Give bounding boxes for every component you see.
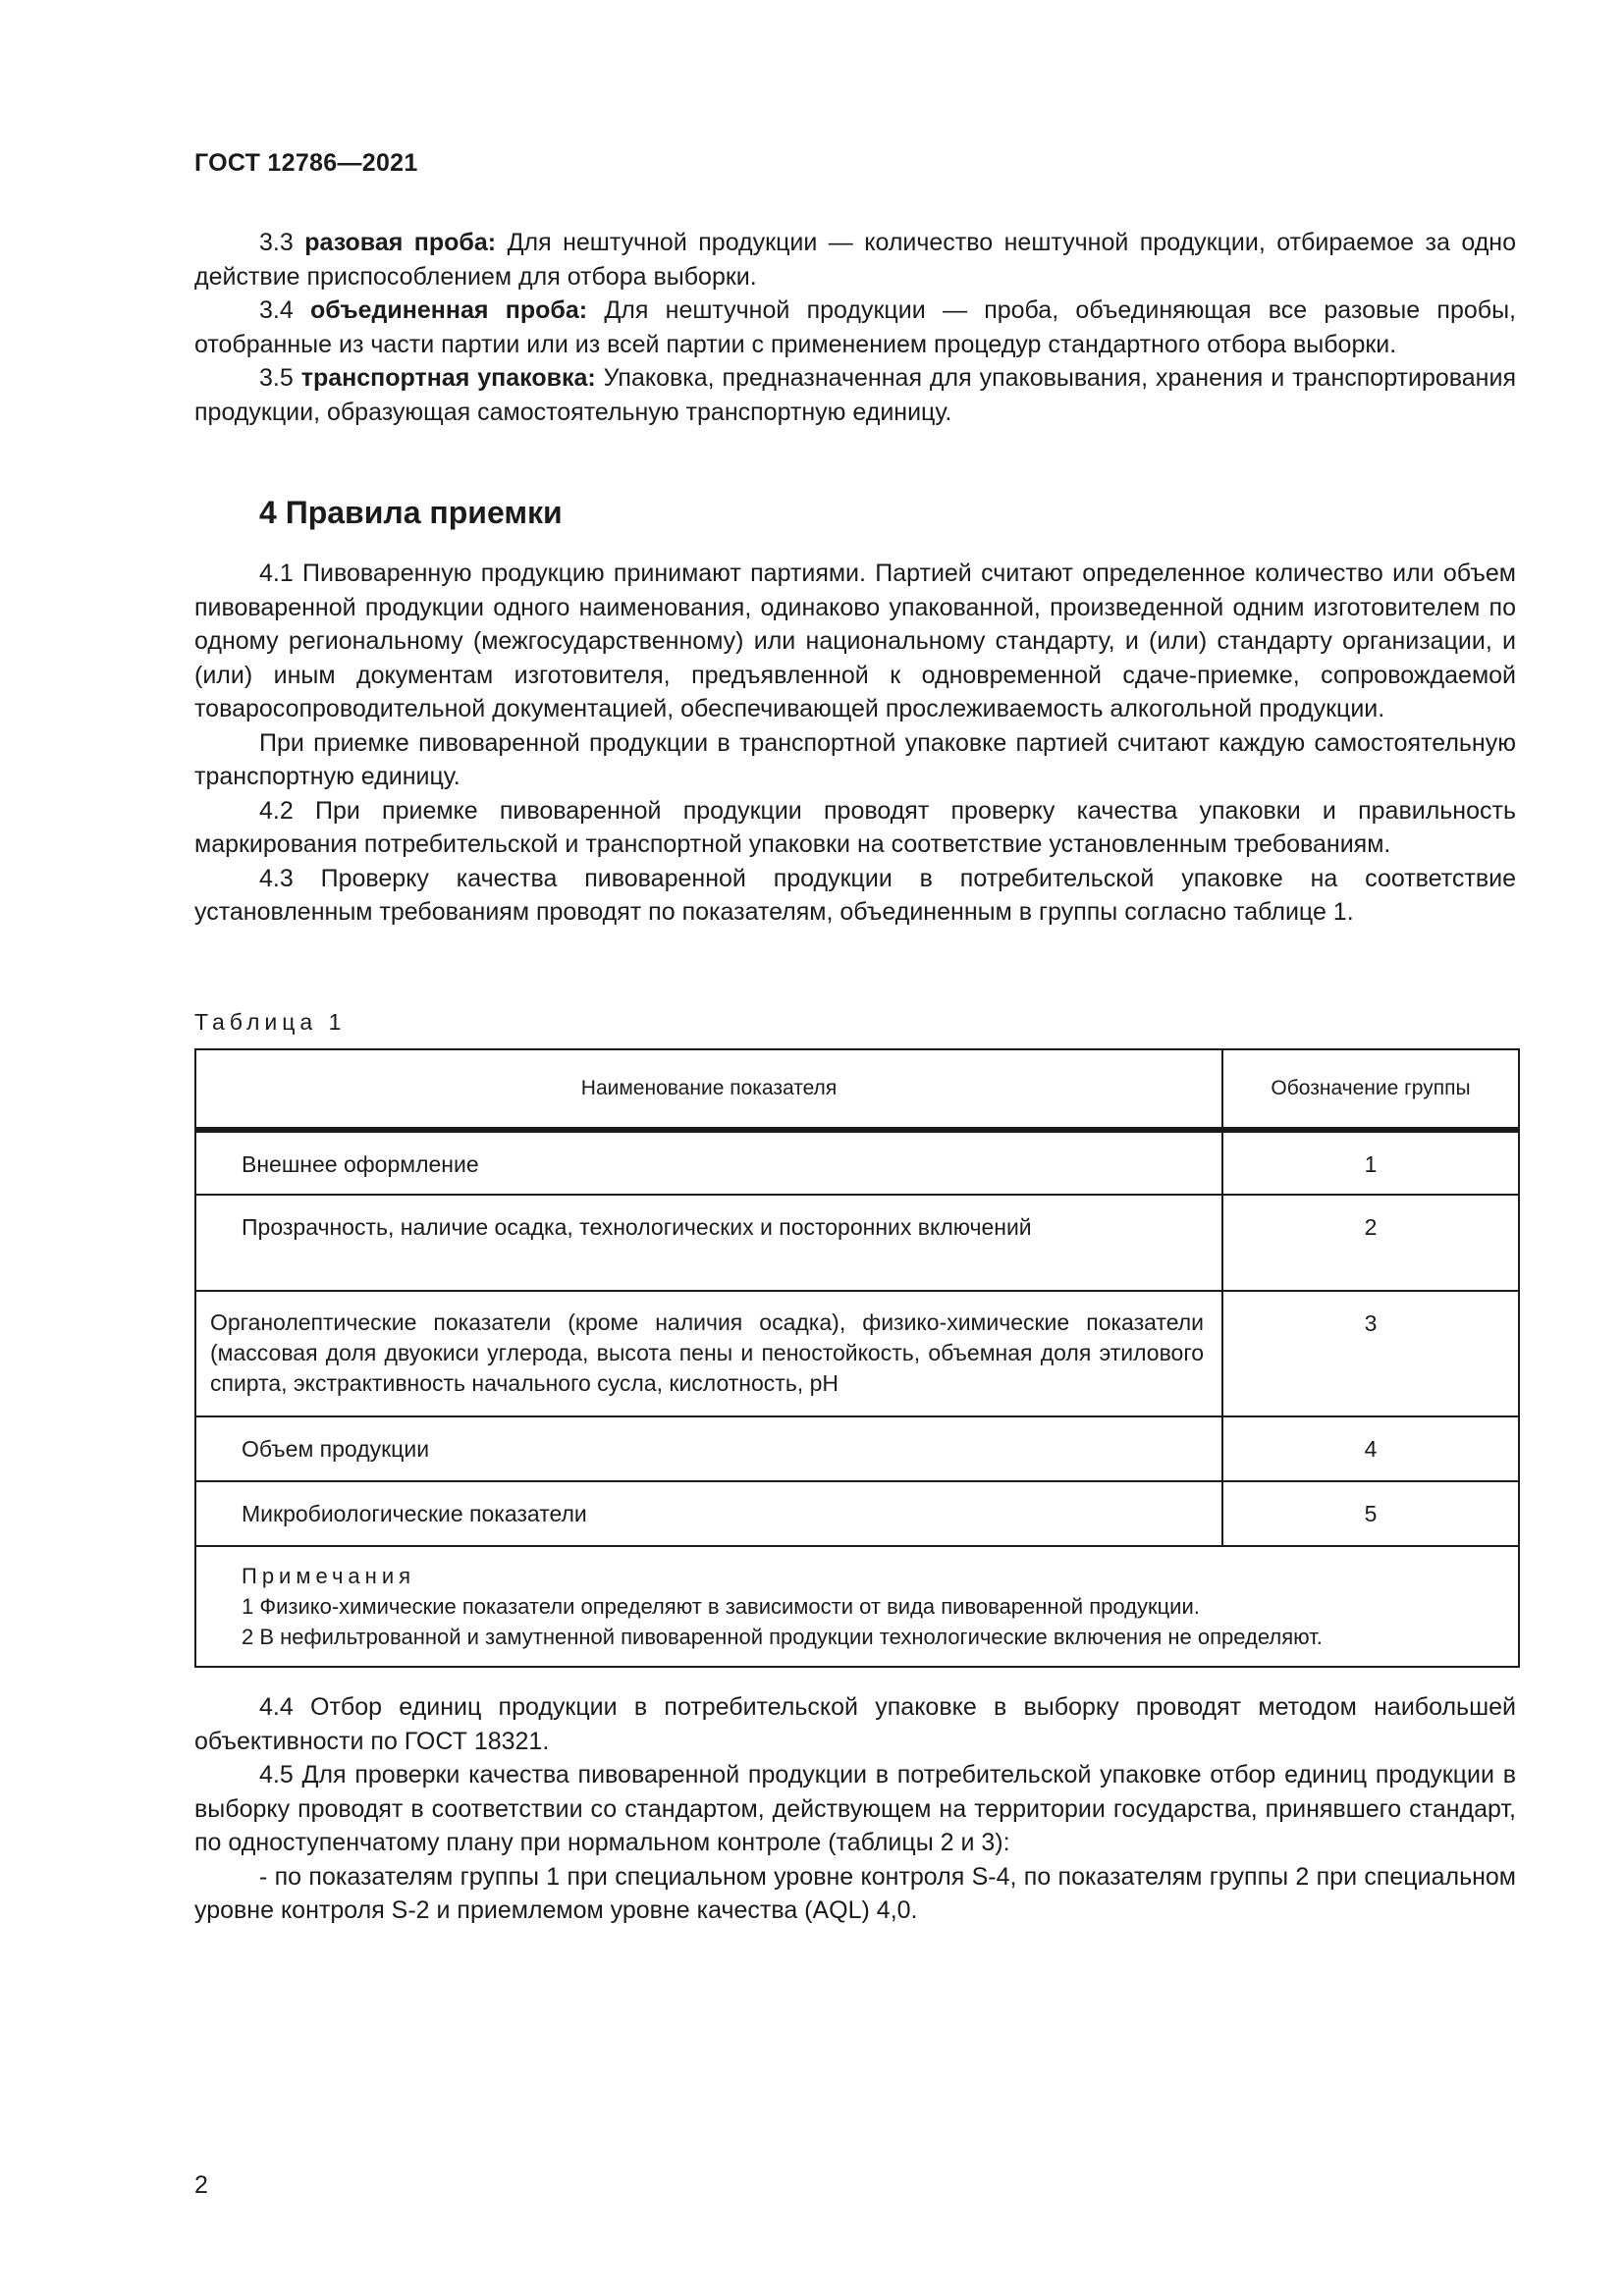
definition-3-4: 3.4 объединенная проба: Для нештучной продукции — проба, объединяющая все разовые пробы, отобранные из части партии или из всей партии с применением процедур стандартного отбора выборки. [194, 296, 1516, 358]
paragraph-4-5: 4.5 Для проверки качества пивоваренной продукции в потребительской упаковке отбор единиц продукции в выборку проводят в соответствии со стандартом, действующем на территории государства, принявшего стандарт, по одноступенчатому плану при нормальном контроле (таблицы 2 и 3): [194, 1761, 1516, 1856]
table-caption: Таблица 1 [194, 1009, 347, 1035]
table-row [195, 1416, 1519, 1481]
note-2: 2 В нефильтрованной и замутненной пивоваренной продукции технологические включения не определяют. [242, 1625, 1323, 1649]
group-number: 3 [1222, 1291, 1519, 1416]
table-notes [195, 1546, 1519, 1667]
notes-title: Примечания [242, 1564, 416, 1588]
paragraph-4-3: 4.3 Проверку качества пивоваренной продукции в потребительской упаковке на соответствие установленным требованиям проводят по показателям, объединенным в группы согласно таблице 1. [194, 864, 1516, 926]
group-number: 4 [1222, 1416, 1519, 1481]
definition-3-5: 3.5 транспортная упаковка: Упаковка, предназначенная для упаковывания, хранения и транспортирования продукции, образующая самостоятельную транспортную единицу. [194, 364, 1516, 426]
paragraph-4-5-item: - по показателям группы 1 при специальном уровне контроля S-4, по показателям группы 2 при специальном уровне контроля S-2 и приемлемом уровне качества (AQL) 4,0. [194, 1862, 1516, 1924]
table-header-row [195, 1049, 1519, 1130]
document-header: ГОСТ 12786—2021 [194, 149, 418, 177]
paragraph-4-1: 4.1 Пивоваренную продукцию принимают партиями. Партией считают определенное количество или объем пивоваренной продукции одного наименования, одинаково упакованной, произведенной одним изготовителем по одному региональному (межгосударственному) или национальному стандарту, и (или) стандарту организации, и (или) иным документам изготовителя, предъявленной к одновременной сдаче-приемке, сопровождаемой товаросопроводительной документацией, обеспечивающей прослеживаемость алкогольной продукции. [194, 560, 1516, 722]
table-row [195, 1481, 1519, 1546]
header-indicator-name: Наименование показателя [195, 1049, 1222, 1130]
section-4-text [194, 557, 1516, 930]
group-number: 1 [1222, 1130, 1519, 1195]
page-number: 2 [194, 2171, 208, 2199]
table-row [195, 1291, 1519, 1416]
paragraph-4-1-cont: При приемке пивоваренной продукции в транспортной упаковке партией считают каждую самостоятельную транспортную единицу. [194, 728, 1516, 790]
definition-3-3: 3.3 разовая проба: Для нештучной продукции — количество нештучной продукции, отбираемое за одно действие приспособлением для отбора выборки. [194, 229, 1516, 291]
indicator-name: Внешнее оформление [195, 1130, 1222, 1195]
group-number: 2 [1222, 1195, 1519, 1291]
indicator-name: Объем продукции [195, 1416, 1222, 1481]
definitions-block [194, 226, 1516, 429]
table-notes-row [195, 1546, 1519, 1667]
group-number: 5 [1222, 1481, 1519, 1546]
table-row [195, 1130, 1519, 1195]
header-group-designation: Обозначение группы [1222, 1049, 1519, 1130]
indicator-name: Микробиологические показатели [195, 1481, 1222, 1546]
paragraph-4-4: 4.4 Отбор единиц продукции в потребительской упаковке в выборку проводят методом наибольшей объективности по ГОСТ 18321. [194, 1693, 1516, 1755]
section-4-text-continued [194, 1690, 1516, 1928]
table-row [195, 1195, 1519, 1291]
indicator-groups-table [194, 1048, 1520, 1668]
paragraph-4-2: 4.2 При приемке пивоваренной продукции проводят проверку качества упаковки и правильность маркирования потребительской и транспортной упаковки на соответствие установленным требованиям. [194, 796, 1516, 858]
note-1: 1 Физико-химические показатели определяют в зависимости от вида пивоваренной продукции. [242, 1594, 1200, 1619]
section-title: 4 Правила приемки [259, 495, 563, 530]
indicator-name: Прозрачность, наличие осадка, технологических и посторонних включений [195, 1195, 1222, 1291]
indicator-name: Органолептические показатели (кроме наличия осадка), физико-химические показатели (массовая доля двуокиси углерода, высота пены и пеностойкость, объемная доля этилового спирта, экстрактивность начального сусла, кислотность, pH [195, 1291, 1222, 1416]
